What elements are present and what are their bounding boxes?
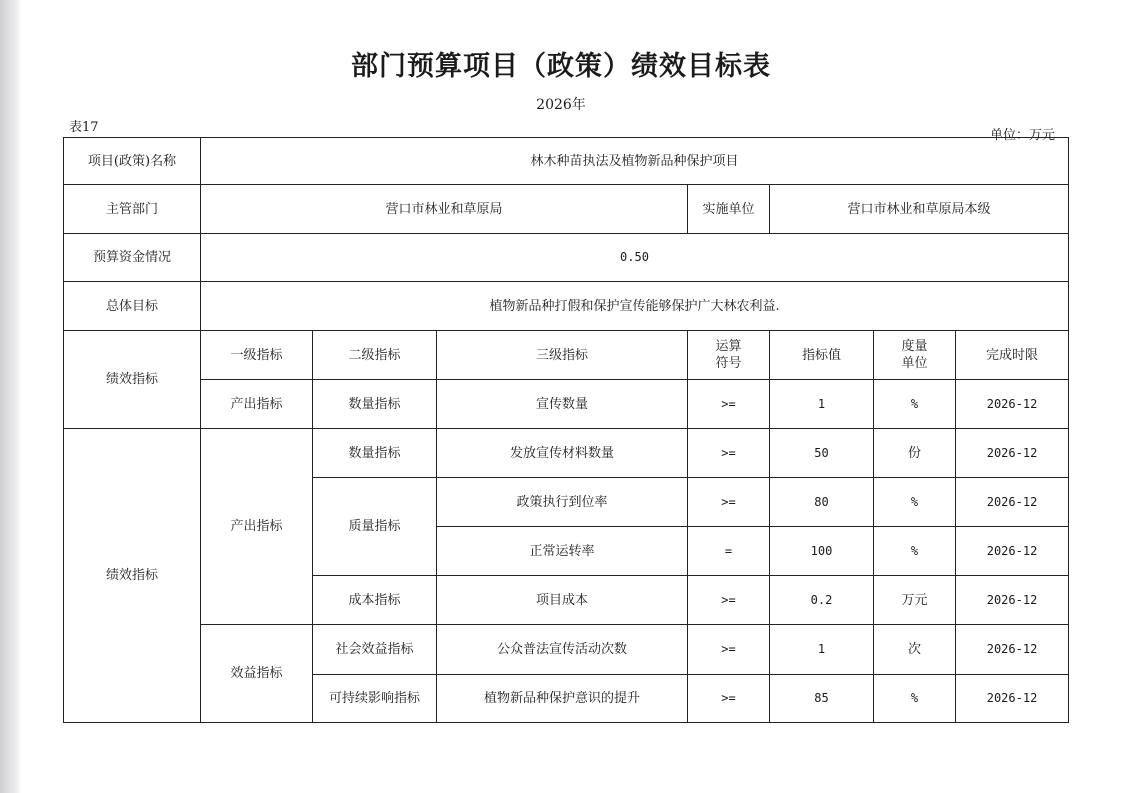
- perf-indicators-label: 绩效指标: [64, 331, 201, 429]
- level3-cell: 公众普法宣传活动次数: [437, 625, 688, 675]
- unit-cell: %: [874, 527, 956, 576]
- perf-indicators-label-2: 绩效指标: [64, 429, 201, 723]
- value-cell: 50: [770, 429, 874, 478]
- impl-label: 实施单位: [688, 185, 770, 234]
- budget-label: 预算资金情况: [64, 234, 201, 282]
- operator-cell: >=: [688, 478, 770, 527]
- deadline-cell: 2026-12: [956, 429, 1069, 478]
- deadline-cell: 2026-12: [956, 380, 1069, 429]
- goal-label: 总体目标: [64, 282, 201, 331]
- goal-value: 植物新品种打假和保护宣传能够保护广大林农利益.: [201, 282, 1069, 331]
- table-number: 表17: [69, 120, 99, 135]
- deadline-cell: 2026-12: [956, 527, 1069, 576]
- level2-cell: 数量指标: [313, 429, 437, 478]
- header-value: 指标值: [770, 331, 874, 380]
- project-name-label: 项目(政策)名称: [64, 138, 201, 185]
- level2-cell: 成本指标: [313, 576, 437, 625]
- value-cell: 0.2: [770, 576, 874, 625]
- level1-cell: 产出指标: [201, 429, 313, 625]
- header-unit: 度量单位: [874, 331, 956, 380]
- table-row: [64, 429, 1069, 478]
- level3-cell: 植物新品种保护意识的提升: [437, 675, 688, 723]
- operator-cell: >=: [688, 625, 770, 675]
- header-level2: 二级指标: [313, 331, 437, 380]
- deadline-cell: 2026-12: [956, 478, 1069, 527]
- performance-target-table: [63, 137, 1069, 723]
- unit-cell: %: [874, 675, 956, 723]
- level3-cell: 政策执行到位率: [437, 478, 688, 527]
- level2-cell: 社会效益指标: [313, 625, 437, 675]
- operator-cell: =: [688, 527, 770, 576]
- indicator-header-row: [64, 331, 1069, 380]
- dept-value: 营口市林业和草原局: [201, 185, 688, 234]
- table-row: [64, 625, 1069, 675]
- department-row: [64, 185, 1069, 234]
- operator-cell: >=: [688, 576, 770, 625]
- unit-cell: 份: [874, 429, 956, 478]
- document-year: 2026年: [536, 97, 586, 113]
- operator-cell: >=: [688, 675, 770, 723]
- value-cell: 85: [770, 675, 874, 723]
- deadline-cell: 2026-12: [956, 576, 1069, 625]
- table-row: [64, 380, 1069, 429]
- unit-cell: %: [874, 478, 956, 527]
- project-name-value: 林木种苗执法及植物新品种保护项目: [201, 138, 1069, 185]
- value-cell: 1: [770, 625, 874, 675]
- header-level3: 三级指标: [437, 331, 688, 380]
- unit-cell: 万元: [874, 576, 956, 625]
- project-name-row: [64, 138, 1069, 185]
- unit-cell: 次: [874, 625, 956, 675]
- operator-cell: >=: [688, 380, 770, 429]
- unit-cell: %: [874, 380, 956, 429]
- header-operator: 运算符号: [688, 331, 770, 380]
- level2-cell: 数量指标: [313, 380, 437, 429]
- level3-cell: 正常运转率: [437, 527, 688, 576]
- level3-cell: 发放宣传材料数量: [437, 429, 688, 478]
- value-cell: 100: [770, 527, 874, 576]
- level2-cell: 质量指标: [313, 478, 437, 576]
- header-level1: 一级指标: [201, 331, 313, 380]
- deadline-cell: 2026-12: [956, 675, 1069, 723]
- operator-cell: >=: [688, 429, 770, 478]
- value-cell: 80: [770, 478, 874, 527]
- level3-cell: 项目成本: [437, 576, 688, 625]
- level1-cell: 效益指标: [201, 625, 313, 723]
- level1-cell: 产出指标: [201, 380, 313, 429]
- level2-cell: 可持续影响指标: [313, 675, 437, 723]
- unit-label: 单位：万元: [990, 128, 1056, 143]
- deadline-cell: 2026-12: [956, 625, 1069, 675]
- goal-row: [64, 282, 1069, 331]
- dept-label: 主管部门: [64, 185, 201, 234]
- budget-value: 0.50: [201, 234, 1069, 282]
- page-edge-shadow: [0, 0, 22, 793]
- budget-row: [64, 234, 1069, 282]
- level3-cell: 宣传数量: [437, 380, 688, 429]
- header-deadline: 完成时限: [956, 331, 1069, 380]
- impl-value: 营口市林业和草原局本级: [770, 185, 1069, 234]
- document-title: 部门预算项目（政策）绩效目标表: [351, 51, 771, 82]
- value-cell: 1: [770, 380, 874, 429]
